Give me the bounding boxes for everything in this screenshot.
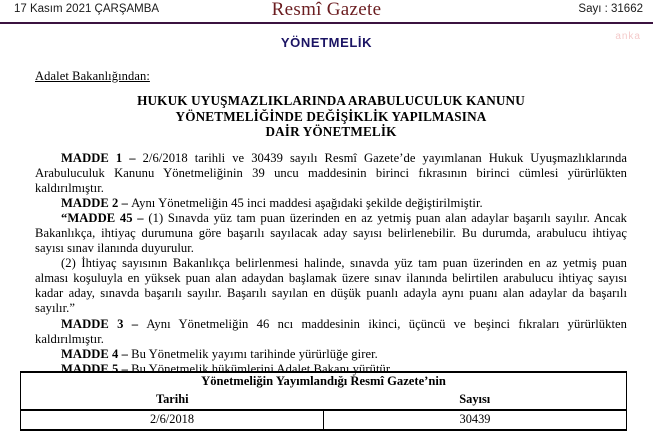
masthead bbox=[0, 0, 653, 21]
article-text: Bu Yönetmelik hükümlerini Adalet Bakanı yürütür. bbox=[131, 361, 393, 376]
masthead-divider bbox=[0, 22, 653, 24]
table-cell-date: 2/6/2018 bbox=[21, 410, 324, 430]
document-title-line-1: HUKUK UYUŞMAZLIKLARINDA ARABULUCULUK KANUNU bbox=[137, 93, 525, 108]
article-paragraph bbox=[35, 151, 627, 196]
article-paragraph bbox=[35, 317, 627, 347]
watermark-text: anka bbox=[615, 31, 641, 42]
article-text: Aynı Yönetmeliğin 46 ncı maddesinin ikinci, üçüncü ve beşinci fıkraları yürürlükten kaldırılmıştır. bbox=[35, 316, 627, 346]
document-body bbox=[35, 69, 627, 377]
article-text: Aynı Yönetmeliğin 45 inci maddesi aşağıdaki şekilde değiştirilmiştir. bbox=[131, 195, 483, 210]
gazette-table bbox=[20, 371, 627, 431]
gazette-date: 17 Kasım 2021 ÇARŞAMBA bbox=[14, 3, 160, 15]
article-paragraph bbox=[35, 211, 627, 256]
article-label: MADDE 2 – bbox=[61, 195, 132, 210]
article-label: MADDE 4 – bbox=[61, 346, 132, 361]
table-column-header-row bbox=[21, 391, 627, 410]
table-header-row bbox=[21, 372, 627, 391]
table-span-header: Yönetmeliğin Yayımlandığı Resmî Gazete’nin bbox=[21, 372, 627, 391]
article-text: (2) İhtiyaç sayısının Bakanlıkça belirlenmesi halinde, sınavda yüz tam puan üzerinden en az yetmiş puan alması koşuluyla en yüksek puan alan adaydan başlamak üzere sınav ilanında belirtilen arabulucu ihtiyaç sayısı kadar aday, sınavda başarılı sayılır. Başarılı sayılan en düşük puanlı adayla aynı puanı alan adaylar da başarılı sayılır.” bbox=[35, 256, 627, 316]
article-label: “MADDE 45 – bbox=[61, 210, 149, 225]
table-cell-issue: 30439 bbox=[324, 410, 627, 430]
article-paragraph bbox=[35, 347, 627, 362]
article-paragraph bbox=[35, 196, 627, 211]
publication-reference-table bbox=[20, 371, 627, 431]
section-heading: YÖNETMELİK bbox=[280, 35, 373, 50]
document-title-line-3: DAİR YÖNETMELİK bbox=[265, 124, 397, 139]
article-label: MADDE 1 – bbox=[61, 150, 143, 165]
gazette-issue-number: Sayı : 31662 bbox=[578, 3, 643, 15]
document-title bbox=[35, 93, 627, 140]
table-row bbox=[21, 410, 627, 430]
article-text: 2/6/2018 tarihli ve 30439 sayılı Resmî Gazete’de yayımlanan Hukuk Uyuşmazlıklarında Arabuluculuk Kanunu Yönetmeliğinin 39 uncu maddesinin birinci fıkrasının birinci cümlesi yürürlükten kaldırılmıştır. bbox=[35, 150, 627, 195]
article-paragraph bbox=[35, 256, 627, 316]
article-label: MADDE 5 – bbox=[61, 361, 132, 376]
article-label: MADDE 3 – bbox=[61, 316, 147, 331]
table-column-header-sayisi: Sayısı bbox=[324, 391, 627, 410]
gazette-title: Resmî Gazete bbox=[271, 0, 382, 20]
article-text: (1) Sınavda yüz tam puan üzerinden en az yetmiş puan alan adaylar başarılı sayılır. Ancak Bakanlıkça, ihtiyaç durumuna göre başarılı sayılacak aday sayısı belirlenebilir. Bu durumda, arabulucu ihtiyaç sayısı sınav ilanında duyurulur. bbox=[35, 210, 627, 256]
document-title-line-2: YÖNETMELİĞİNDE DEĞİŞİKLİK YAPILMASINA bbox=[175, 108, 487, 124]
table-column-header-tarihi: Tarihi bbox=[21, 391, 324, 410]
articles-container bbox=[35, 151, 627, 377]
article-text: Bu Yönetmelik yayımı tarihinde yürürlüğe girer. bbox=[131, 346, 378, 361]
issuing-authority: Adalet Bakanlığından: bbox=[35, 69, 150, 83]
